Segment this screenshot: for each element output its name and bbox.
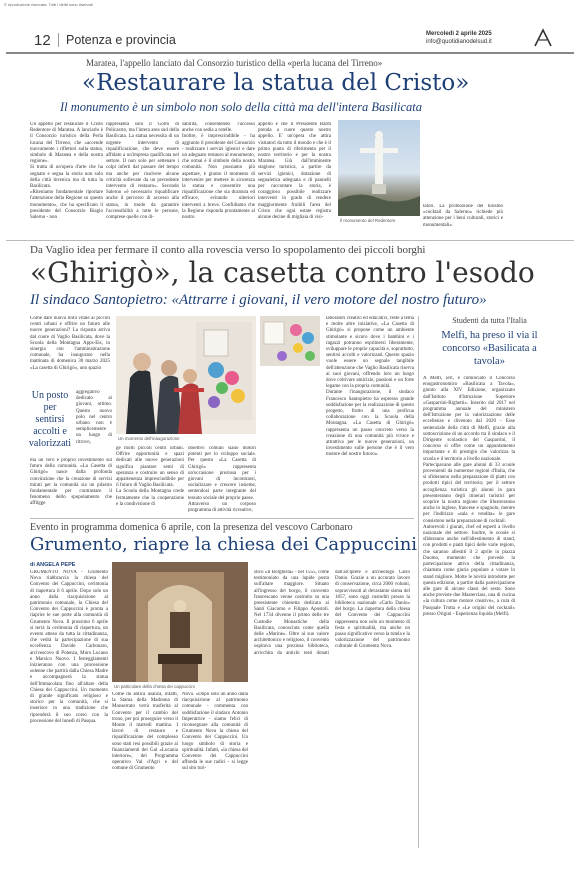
header-divider — [58, 33, 59, 47]
article1-title: «Restaurare la statua del Cristo» — [82, 70, 470, 96]
page-number: 12 — [34, 32, 51, 49]
article3-column-1: GRUMENTO NOVA - Grumento Nova riabbraccia la chiesa del Convento dei Cappuccini, cerimonia di riapertura il 6 aprile. Dopo solo un anno dalla riacquisizione al patrimonio comunale, la Chiesa del Convento dei Cappuccini è pronta a riaprire le sue porte alla comunità di Grumento Nova. Il prossimo 6 aprile si terrà la cerimonia di riapertura, un evento atteso da tutta la cittadinanza, che vedrà la partecipazione di sua eccellenza Davide Carbonaro, arcivescovo di Potenza, Muro Lucano e Marsico Nuovo. I festeggiamenti inizieranno con una processione solenne che partirà dalla Chiesa Madre e accompagnerà la statua dell'Immacolata fino all'altare della Chiesa dei Cappuccini. Un momento di grande significato religioso e storico per la comunità, che si inserisce in una tradizione che riprenderà il suo corso con la processione del lunedì di Pasqua. — [30, 570, 108, 724]
newspaper-logo-icon — [532, 28, 554, 48]
article3-column-2: Come da antica usanza, infatti, la Statua della Madonna di Monserrato verrà trasferita al Convento per il cambio del trono, per poi proseguire verso il Monte il martedì mattina. I lavori di restauro e riqualificazione del complesso sono stati resi possibili grazie ai finanziamenti del Gal «Lucania interiore», del Programma operativo Val d'Agri e del comune di Grumento — [112, 692, 178, 772]
article2-photo-caption: Un momento dell'inaugurazione — [118, 436, 180, 441]
article1-column-2: rappresenta solo il Golfo di Policastro, ma l'intera area sud della Basilicata. La statua necessita di un urgente intervento di riqualificazione, che deve essere affidato a un'impresa qualificata nel settore. Il non solo per settenare i colpi inferti dal passare del tempo ma anche per risolvere alcune criticità sollevate da un precedente intervento di restauro». Secondo Salerno «è necessario riqualificare anche il percorso di accesso alla statua, in modo da garantire l'accessibilità a tutte le persone, comprese quelle con di- — [106, 122, 179, 221]
article3-photo-caption: Un particolare della chiesa dei cappuccini — [114, 684, 195, 689]
article1-photo-caption: Il monumento del Redentore — [340, 218, 396, 223]
sidebar-box — [418, 316, 556, 848]
church-photo — [112, 562, 248, 682]
sidebar-body: A Melfi, ieri, è cominciato il Concorso enogastronomico «Basilicata a Tavola», giunto alla XIV Edizione, organizzato dall'Istituto d'Istruzione Superiore «Gasparrini-Righetti». Inserito dal 2017 nel programma annuale del ministero dell'Istruzione per la valorizzazione delle eccellenze e divenuto dal 2020 - Esse sentenziale della città di Melfi, grazie alla sottoscrizione di un accordo tra il sindaco e il Dirigente scolastico del Gasparrini, il concorso si offre come un appuntamento importante e di prestigio che valorizza la scuola e il territorio a livello nazionale. Partecipavano alle gare alunni di 33 scuole provenienti da numerose regioni d'Italia, che si sfideranno nella preparazione di piatti con prodotti tipici del territorio; per il settore accoglienza turistica gli alunni in gara presenteranno degli itinerari turistici per scoprire la nostra regione che illustreranno anche in inglese, francese e spagnolo, mentre per l'indirizzo «sala e vendita» le gare consistono nella preparazione di cocktail. Autorevoli i giurati, chef ed esperti a livello nazionale del settore. Inoltre, le scuole si sfideranno anche nell'allestimento di stand, con prodotti e piatti tipici delle varie regioni, che saranno allestiti il 2 aprile in piazza Duomo, momento che prevede la partecipazione attiva della cittadinanza, chiamata come giuria popolare a votare lo stand migliore. Molte le novità introdotte per questa edizione, a partire dalla partecipazione alle gare di alcune classi del sesto. Sono anche previste due Masterclass, una di cucina «la cultura come motore creativo», a cura di Pasquale Trotta e «Le origini del cocktail» presso Origini - Esperienza liquida (Melfi). — [423, 376, 515, 617]
article1-column-5: tatori. La promozione del turismo «cocktail da Salerno» richiede più attenzione per i beni culturali, storici e monumentali». — [423, 204, 503, 228]
article2-column-3: obiettivi comuni siano motori potenti per lo sviluppo sociale. Per questo «La Casetta di Ghirigò» rappresenta un'occasione preziosa per i giovani di incontrarsi, socializzare e crescere insieme, sentendosi parte integrante del tessuto sociale del proprio paese. Attraverso un corposo programma di attività ricreative, — [188, 446, 256, 514]
article2-pullquote: Un posto per sentirsi accolti e valorizzati — [28, 390, 72, 449]
article1-bottom-rule — [6, 240, 574, 241]
redentore-statue-photo — [338, 120, 420, 216]
header-rule — [6, 52, 574, 54]
sidebar-kicker: Studenti da tutta l'Italia — [452, 316, 527, 325]
page-header — [6, 30, 574, 50]
article2-column-1-top: Come dare nuova linfa vitale ai piccoli centri urbani e offrire un futuro alle nuove generazioni? La risposta arriva dal cuore di Vaglio Basilicata, dove la Scuola della Montagna Apps-Eis, in sinergia con l'amministrazione comunale, ha inaugurato nella mattinata di domenica 30 marzo 2025 «La casetta di Ghirigò», uno spazio — [30, 316, 110, 371]
statue-silhouette-icon — [338, 120, 420, 216]
article3-column-4: stico «Il Borghista» - nel 1555, come testimoniato da una lapide posta sull'altare maggiore. Situato all'ingresso del borgo, il convento francescano venne costruito su una preesistente chiesetta dedicata ai Santi Giacomo e Filippo Apostoli. Nel 1734 divenne il primo delle tre Custodie Monastiche della Basilicata, conosciuta come quella delle «Marine». Oltre al suo valore architettonico e religioso, il convento ospitava una preziosa biblioteca, arricchita da antichi testi donati dall'arciprete e archeologo Carlo Danio. Grazie a un accurato lavoro di conservazione, circa 2000 volumi, sopravvissuti al devastante sisma del 1857, sono oggi custoditi presso la biblioteca nazionale «Carlo Danio» del borgo. La riapertura della chiesa del Convento dei Cappuccini rappresenta non solo un momento di festa e spiritualità, ma anche un passo significativo verso la tutela e la valorizzazione del patrimonio culturale di Grumento Nova. — [254, 570, 410, 656]
article2-kicker: Da Vaglio idea per fermare il conto alla rovescia verso lo spopolamento dei piccoli borghi — [30, 244, 426, 256]
contact-email[interactable]: info@quotidianodelsud.it — [426, 39, 492, 45]
section-name: Potenza e provincia — [66, 33, 176, 47]
copyright-notice: © riproduzione riservata. Tutti i diritti sono riservati — [4, 2, 93, 7]
inauguration-photo — [116, 316, 256, 434]
article2-column-2: ge molti piccoli centri urbani. Offrire opportunità e spazi dedicati alle nuove generazioni significa piantare semi di speranza e costruire un senso di appartenenza imprescindibile per il futuro di Vaglio Basilicata. La Scuola della Montagna crede fermamente che la cooperazione e la condivisione di — [116, 446, 184, 507]
issue-date: Mercoledì 2 aprile 2025 — [426, 31, 492, 37]
article1-column-4: appello e che il Presidente Bardi prenda a cuore questo nostro appello. E' un'opera che attira visitatori da tutto il mondo e che è il primo punto di riferimento per il nostro territorio e per la nostra Maratea. Già dall'imminente stagione turistica, a partire da servizi igienici, dotazione di segnaletica adeguata e di pannelli per raccontare la storia, è coraggioso possibile realizzare interventi in grado di rendere maggiormente fruibili l'area del Cristo che ogni estate registra alcune decine di migliaia di visi- — [258, 122, 331, 221]
article3-byline: di ANGELA PEPE — [30, 562, 76, 568]
article2-bottom-rule — [30, 518, 414, 519]
article1-kicker: Maratea, l'appello lanciato dal Consorzio turistico della «perla lucana del Tirreno» — [86, 58, 383, 68]
flowers-decoration-photo — [260, 316, 320, 366]
article2-column-1-side: aggregativo dedicato ai giovani, ottimo. Questo nuovo polo nel centro urbano non è semplicemente un luogo di ritrovo, — [76, 390, 112, 445]
article2-column-4: laboratori creativi ed educativi, feste a tema e molte altre iniziative, «La Casetta di Ghirigò» si propone come un ambiente stimolante e sicuro dove i bambini e i ragazzi potranno esprimersi liberamente, sviluppare le proprie capacità e, soprattutto, sentirsi accolti e valorizzati. Questo spazio vuole essere un segnale tangibile dell'attenzione che Vaglio Basilicata riserva ai suoi giovani, offrendo loro un luogo dove coltivare amicizie, passioni e un forte legame con la propria comunità. Durante l'inaugurazione, il sindaco Francesco Santopietro ha espresso grande soddisfazione per la realizzazione di questo progetto, frutto di una proficua collaborazione con la Scuola della Montagna. «La Casetta di Ghirigò» rappresenta un passo concreto verso la creazione di una comunità più vivace e attrattiva per le nuove generazioni, un investimento sulle persone che è il vero motore del nostro futuro». — [326, 316, 414, 458]
article1-subtitle: Il monumento è un simbolo non solo della città ma dell'intera Basilicata — [60, 100, 423, 114]
article3-kicker: Evento in programma domenica 6 aprile, con la presenza del vescovo Carbonaro — [30, 522, 353, 533]
article2-title: «Ghirigò», la casetta contro l'esodo — [30, 256, 535, 289]
article1-column-3: sabilità, consentendo l'accesso anche con sedia a rotelle. Inoltre, è imprescindibile - ha aggiunto il presidente del Consorzio - realizzare i servizi igienici e dare un adeguato restauro al monumento, che ormai è il simbolo della nostra comunità. Non possiamo più aspettare, è giunto il momento di intervenire per mettere in sicurezza la statua e consentire una riqualificazione che sia duratura ed efficace, evitando ulteriori interventi a breve. Confidiamo che la Regione risponda prontamente al nostro — [182, 122, 255, 221]
article1-column-1: Un appello per restaurare il Cristo Redentore di Maratea. A lanciarlo è il Consorzio turistico della Perla lucana del Tirreno, che «accende nuovamente i riflettori sulla statua, simbolo di Maratea e della nostra regione». Si tratta di un'opera d'arte che ha segnato e segna la storia non solo della città tirrenica ma di tutta la Basilicata. «Riteniamo fondamentale riportare l'attenzione della Regione su questo monumento», che ha specificato il presidente del Consorzio Biagio Salerno - non — [30, 122, 103, 221]
sidebar-title: Melfi, ha preso il via il concorso «Basilicata a tavola» — [441, 330, 538, 367]
article3-column-3: Nova. «Dopo solo un anno dalla riacquisizione al patrimonio comunale - commenta con soddisfazione il sindaco Antonio Imperatrice - siamo felici di riconsegnare alla comunità di Grumento Nova la chiesa del Convento dei Cappuccini. Un luogo simbolo di storia e spiritualità. Infatti, «la chiesa del Convento dei Cappuccini affonda le sue radici - si legge sul sito turi- — [182, 692, 248, 772]
article2-subtitle: Il sindaco Santopietro: «Attrarre i giovani, il vero motore del nostro futuro» — [30, 292, 487, 308]
article2-column-1-bottom: ma un vero e proprio investimento sul futuro della comunità. «La Casetta di Ghirigò» nasce dalla profonda convinzione che la creazione di servizi mirati per la comunità sia un pilastro fondamentale per contrastare il fenomeno dello spopolamento che affligge — [30, 458, 112, 507]
article3-title: Grumento, riapre la chiesa dei Cappuccini — [30, 534, 418, 555]
